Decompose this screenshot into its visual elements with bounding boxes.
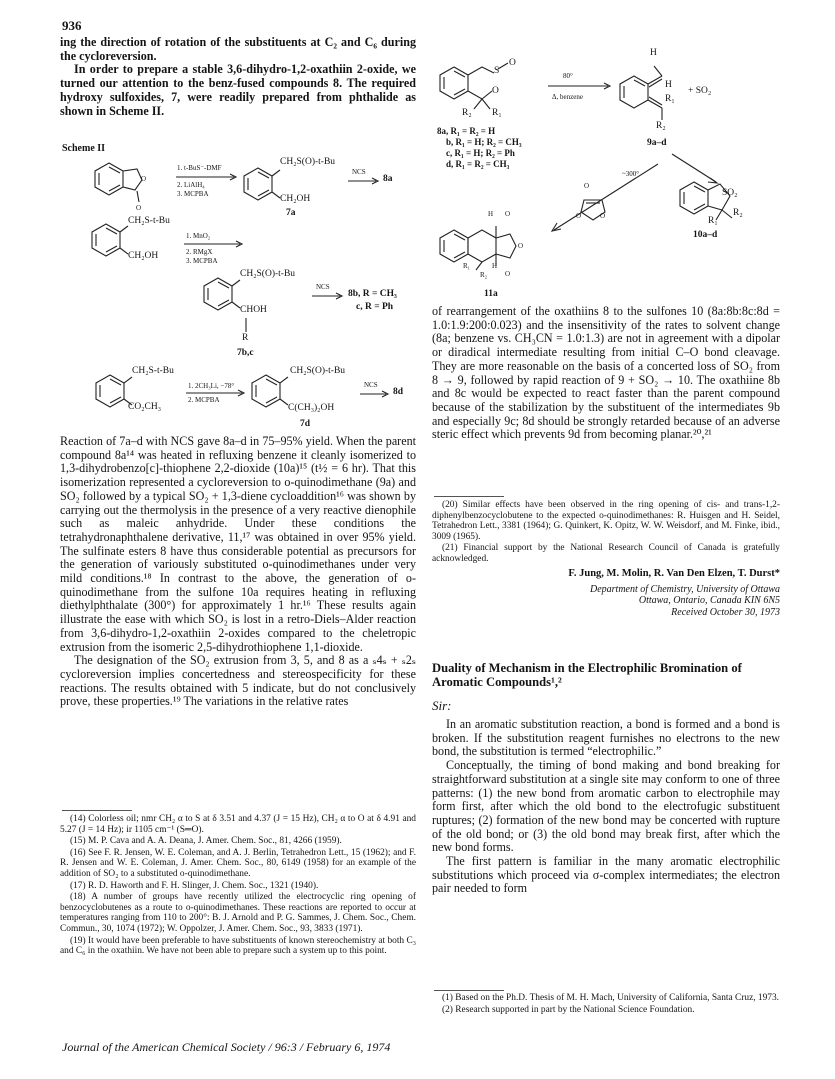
list-8c: c, R₁ = H; R₂ = Ph bbox=[446, 148, 515, 158]
right-footnote-rule-2 bbox=[434, 990, 504, 991]
salutation: Sir: bbox=[432, 698, 452, 713]
row1-product-sub2: CH₂OH bbox=[280, 194, 311, 204]
p11-r1: R₁ bbox=[463, 262, 471, 270]
row2-reagent-3: 3. MCPBA bbox=[186, 257, 218, 265]
footnote-17: (17) R. D. Haworth and F. H. Slinger, J. Chem. Soc., 1321 (1940). bbox=[70, 880, 319, 891]
footnote-19: (19) It would have been preferable to have substituents of known stereochemistry at both C₃ and C₆ in the oxathiin. We have not been able to prepare such a system up to this point. bbox=[60, 935, 416, 957]
list-8b: b, R₁ = H; R₂ = CH₃ bbox=[446, 137, 522, 147]
right-footnote-rule bbox=[434, 496, 504, 497]
row3-sub2: CO₂CH₃ bbox=[128, 402, 162, 412]
row2-sub2: CH₂OH bbox=[128, 251, 159, 261]
affiliation-1: Department of Chemistry, University of Ottawa bbox=[590, 583, 780, 595]
right-para-2: In an aromatic substitution reaction, a bond is formed and a bond is broken. If the substitution reagent furnishes no electrons to the new bond, the substitution is termed “electrophilic.” bbox=[432, 717, 780, 759]
row1-arrow bbox=[176, 173, 238, 181]
quino-r1: R₁ bbox=[665, 94, 675, 104]
p11-o-ring: O bbox=[518, 242, 524, 250]
row2-arrow bbox=[184, 240, 244, 248]
left-footnotes bbox=[60, 814, 416, 958]
footnote-20: (20) Similar effects have been observed in the ring opening of cis- and trans-1,2-diphenylbenzocyclobutene to the expected o-quinodimethanes: R. Huisgen and H. Seidel, Tetrahedron Lett., 3381 (1964); G. Quinkert, K. Opitz, W. W. Weisdorf, and M. Finke, ibid., 3009 (1965). bbox=[432, 500, 780, 542]
left-para-2: In order to prepare a stable 3,6-dihydro-1,2-oxathiin 2-oxide, we turned our attention to the benz-fused compounds 8. The required hydroxy sulfoxides, 7, were readily prepared from phthalide as shown in Scheme II. bbox=[60, 62, 416, 118]
right-para-3: Conceptually, the timing of bond making and bond breaking for straightforward substitution at a single site may conform to one of three patterns: (1) the new bond from aromatic carbon to electrophile may form first, after which the old bond to the electrofugic substituent ruptures; (2) formation of the new bond may be concerted with rupture of the old bond; or (3) the old bond may break first, after which the new bond forms. bbox=[432, 758, 780, 855]
left-body-text bbox=[60, 435, 416, 709]
oxathiin-ring-o: O bbox=[492, 86, 499, 96]
list-8d: d, R₁ = R₂ = CH₃ bbox=[446, 159, 510, 169]
phthalide-ring-o: O bbox=[141, 175, 147, 183]
row2-ncs: NCS bbox=[316, 283, 330, 291]
row3-arrow bbox=[186, 389, 246, 397]
page-number: 936 bbox=[62, 18, 82, 33]
journal-footer: Journal of the American Chemical Society / 96:3 / February 6, 1974 bbox=[62, 1040, 391, 1054]
row3-product-sub1: CH₂S(O)-t-Bu bbox=[290, 366, 346, 376]
sulfone-r2: R₂ bbox=[733, 208, 743, 218]
footnote-2: (2) Research supported in part by the National Science Foundation. bbox=[442, 1004, 695, 1015]
row1-label: 7a bbox=[286, 208, 296, 218]
footnote-16: (16) See F. R. Jensen, W. E. Coleman, and A. J. Berlin, Tetrahedron Lett., 15 (1962); and F. R. Jensen and W. E. Coleman, J. Amer. Chem. Soc., 80, 6149 (1958) for an example of the addition of SO₂ to a substituted o-quinodimethane. bbox=[60, 847, 416, 879]
scheme-arrow-1 bbox=[548, 82, 612, 90]
row2-result-b: 8b, R = CH₃ bbox=[348, 289, 397, 299]
row1-reagent-2: 2. LiAlH₄ bbox=[177, 181, 205, 189]
cond-bottom: Δ, benzene bbox=[552, 93, 583, 101]
phthalide-structure bbox=[95, 158, 165, 210]
left-para-3: Reaction of 7a–d with NCS gave 8a–d in 75–95% yield. When the parent compound 8a¹⁴ was heated in refluxing benzene it cleanly isomerized to 1,3-dihydrobenzo[c]-thiophene 2,2-dioxide (10a)¹⁵ (t½ = 6 hr). That this isomerization represented a cycloreversion to o-quinodimethane (9a) and SO₂ followed by a typical SO₂ + 1,3-diene cycloaddition¹⁶ was shown by carrying out the thermolysis in the presence of a very reactive dienophile such as maleic anhydride. Under these conditions the tetrahydronaphthalene derivative, 11,¹⁷ was obtained in over 95% yield. The sulfinate esters 8 have thus considerable potential as precursors for the generation of variously substituted o-quinodimethanes under very mild conditions.¹⁸ In contrast to the above, the generation of o-quinodimethane from the sulfone 10a requires heating in refluxing diethylphthalate (300°) for approximately 1 hr.¹⁶ These results again illustrate the ease with which SO₂ is lost in a retro-Diels–Alder reaction from 3,6-dihydro-1,2-oxathiin 2-oxides compared to the cheletropic extrusion from the isomeric 2,5-dihydrothiophene 1,1-dioxide. bbox=[60, 434, 416, 654]
row3-reagent-1: 1. 2CH₃Li, −78° bbox=[188, 382, 235, 390]
list-8a: 8a, R₁ = R₂ = H bbox=[437, 126, 496, 136]
left-footnote-rule bbox=[62, 810, 132, 811]
footnote-18: (18) A number of groups have recently utilized the electrocyclic ring opening of benzocyclobutenes as a route to o-quinodimethanes. These reactions are reported to occur at temperatures ranging from 110 to 200°: B. J. Arnold and P. G. Sammes, J. Chem. Soc., Chem. Commun., 30, 1074 (1972); W. Oppolzer, J. Amer. Chem. Soc., 93, 3833 (1971). bbox=[60, 892, 416, 934]
quino-h-top: H bbox=[650, 48, 657, 58]
row1-product-sub1: CH₂S(O)-t-Bu bbox=[280, 157, 336, 167]
row3-ncs-arrow bbox=[360, 390, 390, 398]
p11-h-bottom: H bbox=[492, 262, 498, 270]
row1-result: 8a bbox=[383, 174, 393, 184]
footnote-21: (21) Financial support by the National Research Council of Canada is gratefully acknowledged. bbox=[432, 543, 780, 564]
row2-product-sub2: CHOH bbox=[240, 305, 267, 315]
label-10: 10a–d bbox=[693, 230, 718, 240]
cond-300: ~300° bbox=[622, 170, 640, 178]
ma-o1: O bbox=[584, 182, 590, 190]
row3-ncs: NCS bbox=[364, 381, 378, 389]
p11-o-bottom: O bbox=[505, 270, 511, 278]
p11-o-top: O bbox=[505, 210, 511, 218]
row3-reagent-2: 2. MCPBA bbox=[188, 396, 220, 404]
authors: F. Jung, M. Molin, R. Van Den Elzen, T. Durst* bbox=[568, 568, 780, 579]
phthalide-carbonyl-o: O bbox=[136, 204, 142, 212]
ma-o3: O bbox=[600, 212, 606, 220]
right-para-1: of rearrangement of the oxathiins 8 to the sulfones 10 (8a:8b:8c:8d = 1.0:1.9:200:0.023) and the insensitivity of the rates to solvent change (8a; benzene vs. CH₃CN = 1.0:1.3) are not in agreement with a dipolar or diradical intermediate resulting from initial C–O bond cleavage. They are more reasonable on the basis of a concerted loss of SO₂ from 8 → 9, followed by rapid reaction of 9 + SO₂ → 10. The oxathiine 8b and 8c would be expected to react faster than the parent compound because of the stabilization by the substituent of the intermediates 9b and especially 9c; 8d should be strongly retarded because of an adverse steric effect which prevents 9d from becoming planar.²⁰,²¹ bbox=[432, 304, 780, 442]
sulfone-so2: SO₂ bbox=[722, 188, 738, 198]
quino-r2: R₂ bbox=[656, 121, 666, 131]
row2-ncs-arrow bbox=[312, 292, 344, 300]
row2-product-r-bond bbox=[244, 318, 248, 334]
left-para-1: ing the direction of rotation of the substituents at C₂ and C₆ during the cycloreversion. bbox=[60, 35, 416, 63]
cond-top: 80° bbox=[563, 72, 573, 80]
row2-product-r: R bbox=[242, 333, 249, 343]
row2-reagent-2: 2. RMgX bbox=[186, 248, 213, 256]
oxathiin-r1: R₁ bbox=[492, 108, 502, 118]
quino-h-mid: H bbox=[665, 80, 672, 90]
sulfone-r1: R₁ bbox=[708, 216, 718, 226]
footnote-14: (14) Colorless oil; nmr CH₂ α to S at δ 3.51 and 4.37 (J = 15 Hz), CH₂ α to O at δ 4.91 and 5.27 (J = 14 Hz); ir 1105 cm⁻¹ (S═O). bbox=[60, 814, 416, 835]
p11-h-top: H bbox=[488, 210, 494, 218]
right-para-1-block bbox=[432, 305, 780, 442]
label-9: 9a–d bbox=[647, 138, 667, 148]
row2-result-c: c, R = Ph bbox=[356, 302, 394, 312]
row3-sub1: CH₂S-t-Bu bbox=[132, 366, 174, 376]
row3-product-sub2: C(CH₃)₂OH bbox=[288, 403, 335, 413]
row1-ncs: NCS bbox=[352, 168, 366, 176]
scheme-title: Scheme II bbox=[62, 143, 106, 154]
row2-product-sub1: CH₂S(O)-t-Bu bbox=[240, 269, 296, 279]
row2-sub1: CH₂S-t-Bu bbox=[128, 216, 170, 226]
right-body-text bbox=[432, 718, 780, 896]
footnote-1: (1) Based on the Ph.D. Thesis of M. H. Mach, University of California, Santa Cruz, 1973. bbox=[442, 993, 780, 1003]
row2-reagent-1: 1. MnO₂ bbox=[186, 232, 211, 240]
row2-label: 7b,c bbox=[237, 348, 254, 358]
left-para-4: The designation of the SO₂ extrusion from 3, 5, and 8 as a ₛ4ₛ + ₛ2ₛ cycloreversion implies concertedness and stereospecificity for these reactions. The results obtained with 5 indicate, but do not conclusively prove, these properties.¹⁹ The variations in the relative rates bbox=[60, 653, 416, 709]
article-title-block bbox=[432, 661, 780, 713]
right-footnotes-2 bbox=[432, 993, 780, 1016]
row1-ncs-arrow bbox=[348, 177, 380, 185]
row3-label: 7d bbox=[300, 419, 311, 429]
author-block bbox=[432, 567, 780, 618]
affiliation-2: Ottawa, Ontario, Canada KIN 6N5 bbox=[638, 595, 780, 607]
right-para-4: The first pattern is familiar in the many aromatic electrophilic substitutions which proceed via σ-complex intermediates; the electron pair needed to form bbox=[432, 854, 780, 896]
oxathiin-eq-o: O bbox=[509, 58, 516, 68]
left-intro-text bbox=[60, 36, 416, 118]
received-date: Received October 30, 1973 bbox=[671, 606, 780, 618]
plus-so2: + SO₂ bbox=[688, 86, 712, 96]
right-footnotes bbox=[432, 500, 780, 566]
oxathiin-s: S bbox=[494, 66, 500, 76]
label-11: 11a bbox=[484, 289, 498, 299]
article-title: Duality of Mechanism in the Electrophilic Bromination of Aromatic Compounds¹,² bbox=[432, 661, 742, 689]
oxathiin-r2: R₂ bbox=[462, 108, 472, 118]
footnote-15: (15) M. P. Cava and A. A. Deana, J. Amer. Chem. Soc., 81, 4266 (1959). bbox=[70, 836, 342, 847]
p11-r2: R₂ bbox=[480, 271, 488, 279]
row1-reagent-1: 1. t-BuS⁻-DMF bbox=[177, 164, 222, 172]
row1-reagent-3: 3. MCPBA bbox=[177, 190, 209, 198]
row3-result: 8d bbox=[393, 387, 404, 397]
ma-o2: O bbox=[576, 212, 582, 220]
